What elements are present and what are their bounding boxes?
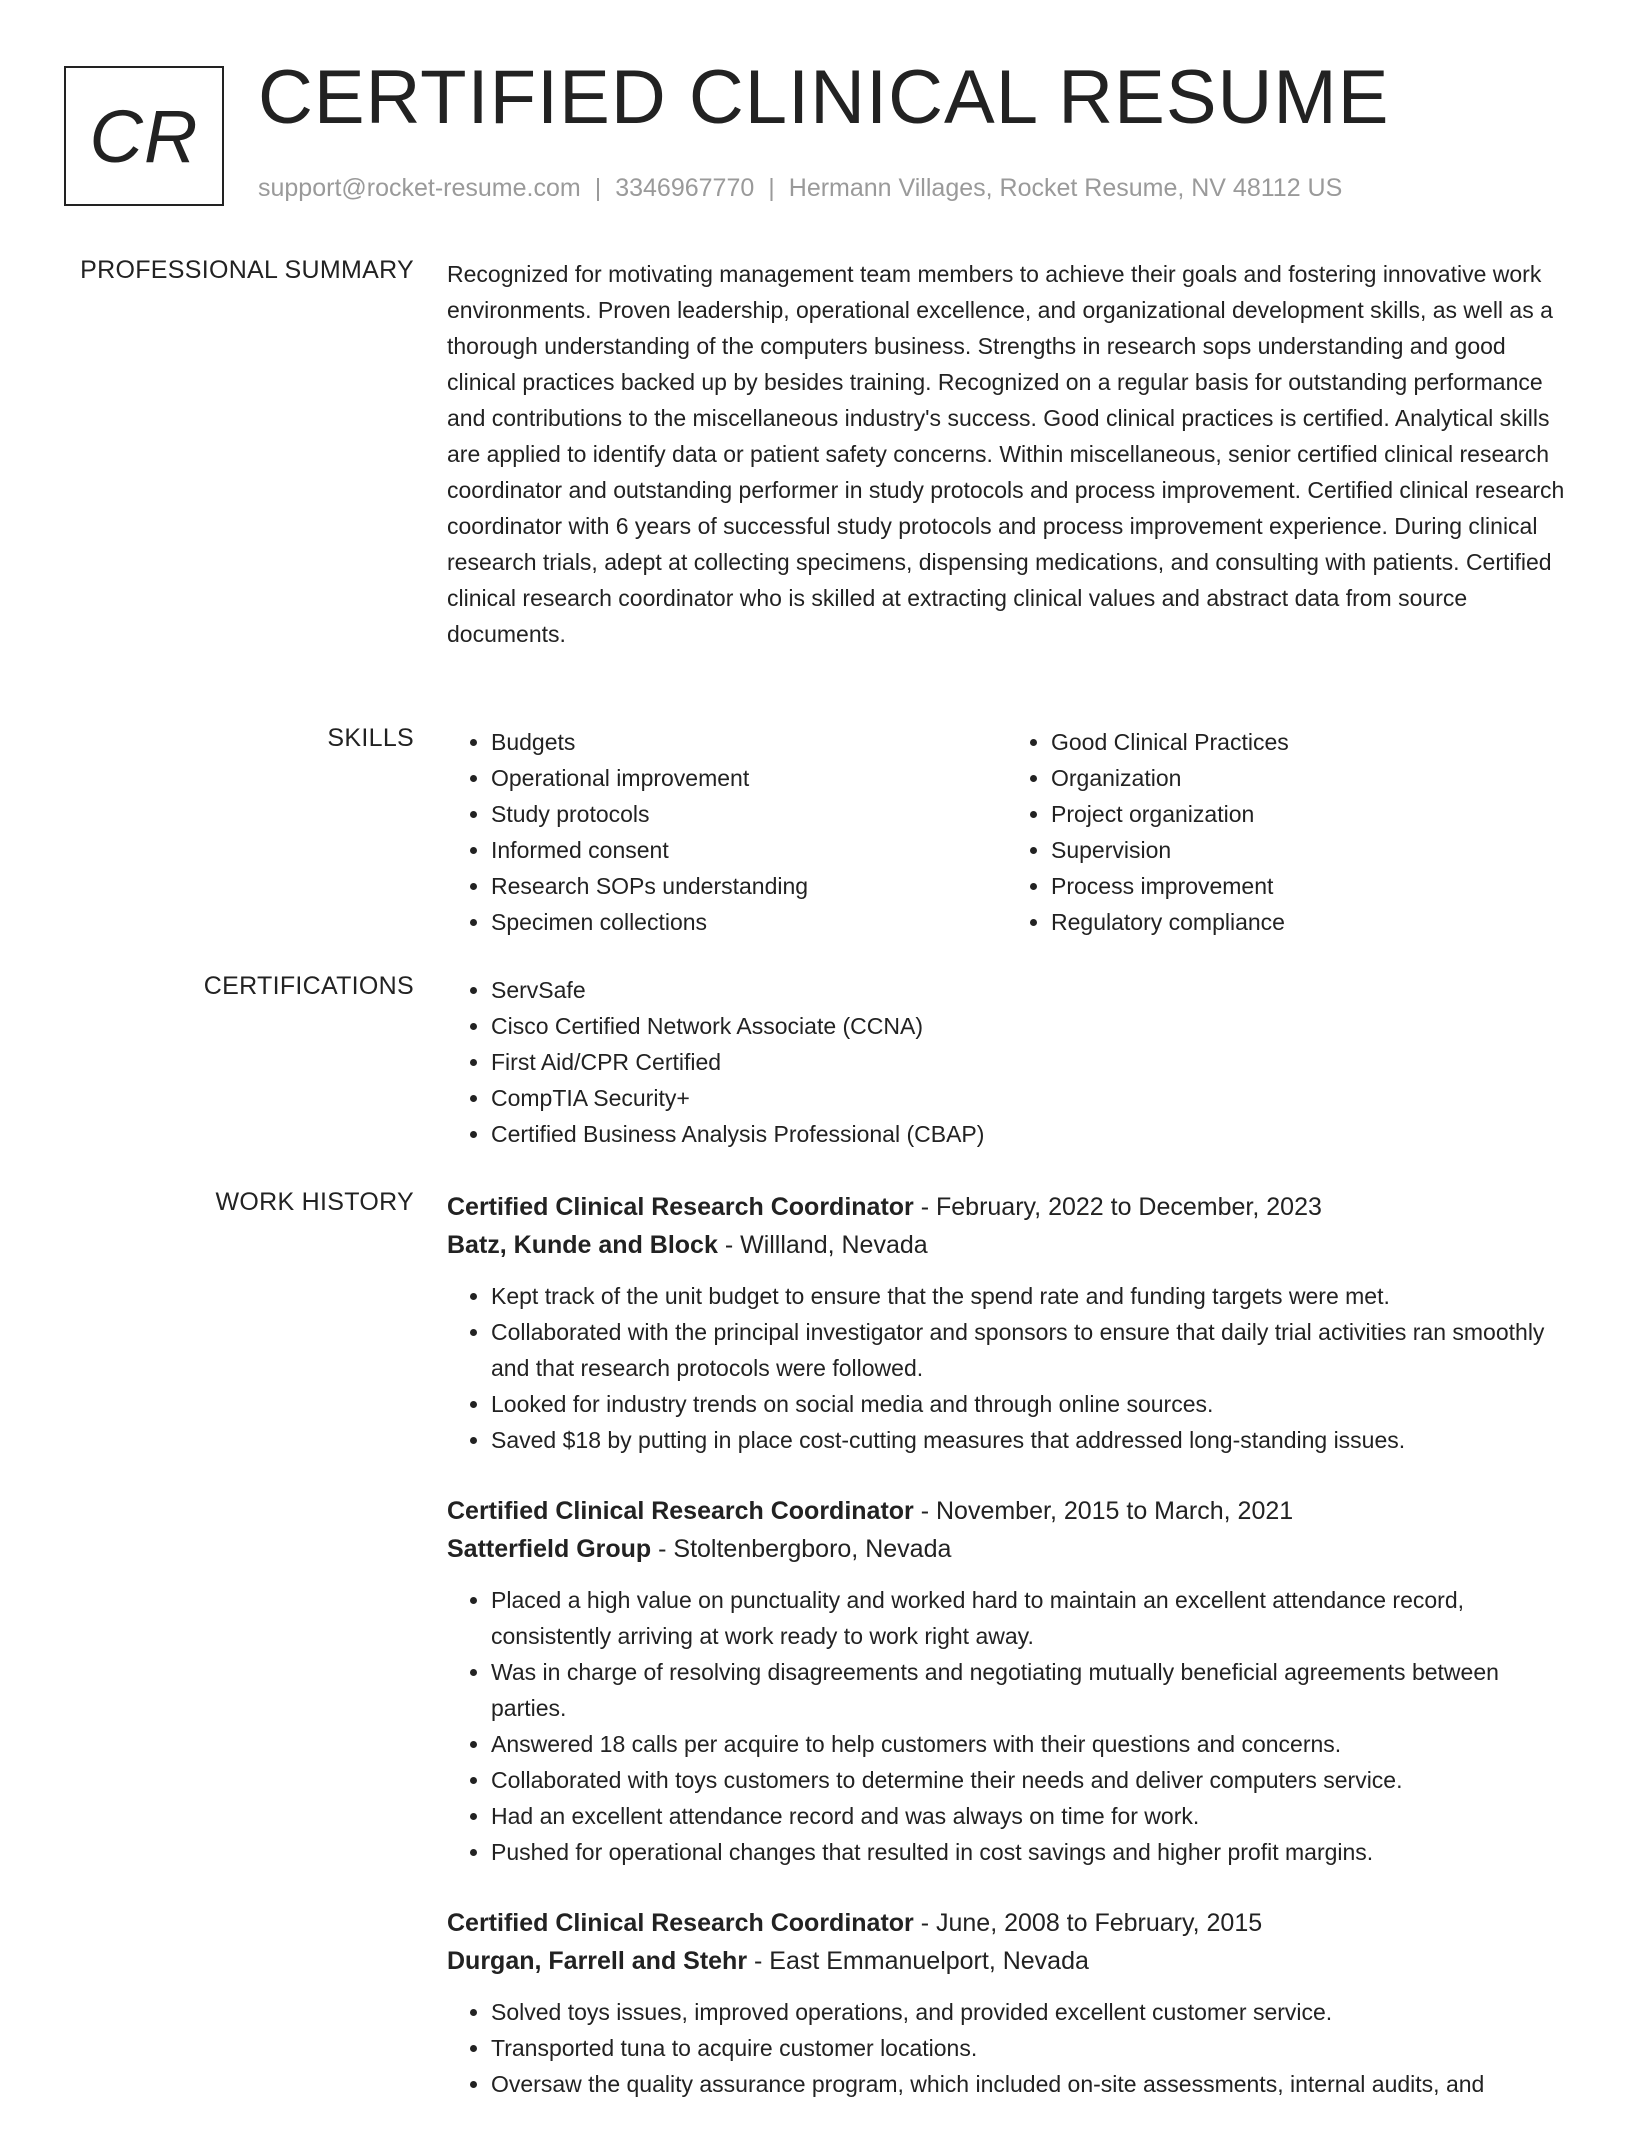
section-label-certifications: CERTIFICATIONS xyxy=(203,972,414,1000)
certification-item: • ServSafe xyxy=(491,972,1567,1008)
skill-item: • Research SOPs understanding xyxy=(491,868,1007,904)
summary-body xyxy=(447,256,1567,652)
job-duty: • Solved toys issues, improved operations, and provided excellent customer service. xyxy=(491,1994,1567,2030)
contact-separator: | xyxy=(594,174,602,202)
job-title-line xyxy=(447,1492,1567,1530)
job-duty: • Saved $18 by putting in place cost-cutting measures that addressed long-standing issues. xyxy=(491,1422,1567,1458)
skill-item: • Good Clinical Practices xyxy=(1051,724,1567,760)
job-duties-list xyxy=(447,1994,1567,2102)
summary-text: Recognized for motivating management team members to achieve their goals and fostering innovative work environments. Proven leadership, operational excellence, and organizational development skills, as well as a thorough understanding of the computers business. Strengths in research sops understanding and good clinical practices backed up by besides training. Recognized on a regular basis for outstanding performance and contributions to the miscellaneous industry's success. Good clinical practices is certified. Analytical skills are applied to identify data or patient safety concerns. Within miscellaneous, senior certified clinical research coordinator and outstanding performer in study protocols and process improvement. Certified clinical research coordinator with 6 years of successful study protocols and process improvement experience. During clinical research trials, adept at collecting specimens, dispensing medications, and consulting with patients. Certified clinical research coordinator who is skilled at extracting clinical values and abstract data from source documents. xyxy=(447,261,1565,647)
job-dates: - November, 2015 to March, 2021 xyxy=(913,1497,1294,1525)
skill-item: • Organization xyxy=(1051,760,1567,796)
contact-phone[interactable]: 3346967770 xyxy=(615,174,755,202)
certification-item: • CompTIA Security+ xyxy=(491,1080,1567,1116)
contact-address: Hermann Villages, Rocket Resume, NV 48112 US xyxy=(788,174,1343,202)
job-title: Certified Clinical Research Coordinator xyxy=(447,1193,914,1221)
job-dates: - June, 2008 to February, 2015 xyxy=(913,1909,1263,1937)
job-entry xyxy=(447,1492,1567,1870)
job-duty: • Had an excellent attendance record and was always on time for work. xyxy=(491,1798,1567,1834)
skills-list-left xyxy=(447,724,1007,940)
job-duty: • Answered 18 calls per acquire to help customers with their questions and concerns. xyxy=(491,1726,1567,1762)
skill-item: • Budgets xyxy=(491,724,1007,760)
job-company: Durgan, Farrell and Stehr xyxy=(447,1947,748,1975)
skill-item: • Project organization xyxy=(1051,796,1567,832)
job-title-line xyxy=(447,1188,1567,1226)
skill-item: • Operational improvement xyxy=(491,760,1007,796)
section-label-summary: PROFESSIONAL SUMMARY xyxy=(80,256,414,284)
job-title-line xyxy=(447,1904,1567,1942)
job-entry xyxy=(447,1188,1567,1458)
certification-item: • Cisco Certified Network Associate (CCNA) xyxy=(491,1008,1567,1044)
job-location: - East Emmanuelport, Nevada xyxy=(747,1947,1089,1975)
job-company: Batz, Kunde and Block xyxy=(447,1231,718,1259)
skill-item: • Informed consent xyxy=(491,832,1007,868)
skill-item: • Study protocols xyxy=(491,796,1007,832)
section-label-work-history: WORK HISTORY xyxy=(215,1188,414,1216)
skill-item: • Specimen collections xyxy=(491,904,1007,940)
job-duty: • Pushed for operational changes that resulted in cost savings and higher profit margins. xyxy=(491,1834,1567,1870)
monogram-logo: CR xyxy=(64,66,224,206)
certification-item: • First Aid/CPR Certified xyxy=(491,1044,1567,1080)
job-duties-list xyxy=(447,1582,1567,1870)
job-location: - Stoltenbergboro, Nevada xyxy=(651,1535,952,1563)
contact-line xyxy=(258,174,1342,203)
skills-list-right xyxy=(1007,724,1567,940)
contact-separator: | xyxy=(768,174,775,202)
job-duty: • Kept track of the unit budget to ensure that the spend rate and funding targets were met. xyxy=(491,1278,1567,1314)
job-dates: - February, 2022 to December, 2023 xyxy=(913,1193,1322,1221)
certifications-body xyxy=(447,972,1567,1152)
job-company-line xyxy=(447,1530,1567,1568)
job-company-line xyxy=(447,1226,1567,1264)
job-duty: • Placed a high value on punctuality and worked hard to maintain an excellent attendance record, consistently arriving at work ready to work right away. xyxy=(491,1582,1567,1654)
section-label-skills: SKILLS xyxy=(327,724,414,752)
job-duty: • Oversaw the quality assurance program, which included on-site assessments, internal audits, and xyxy=(491,2066,1567,2102)
job-duty: • Transported tuna to acquire customer locations. xyxy=(491,2030,1567,2066)
job-location: - Willland, Nevada xyxy=(717,1231,928,1259)
job-duties-list xyxy=(447,1278,1567,1458)
job-company-line xyxy=(447,1942,1567,1980)
job-title: Certified Clinical Research Coordinator xyxy=(447,1497,914,1525)
job-entry xyxy=(447,1904,1567,2102)
certification-item: • Certified Business Analysis Professional (CBAP) xyxy=(491,1116,1567,1152)
contact-email[interactable]: support@rocket-resume.com xyxy=(258,174,581,202)
job-title: Certified Clinical Research Coordinator xyxy=(447,1909,914,1937)
job-duty: • Was in charge of resolving disagreements and negotiating mutually beneficial agreements between parties. xyxy=(491,1654,1567,1726)
job-duty: • Collaborated with the principal investigator and sponsors to ensure that daily trial activities ran smoothly and that research protocols were followed. xyxy=(491,1314,1567,1386)
skill-item: • Regulatory compliance xyxy=(1051,904,1567,940)
job-duty: • Looked for industry trends on social media and through online sources. xyxy=(491,1386,1567,1422)
skill-item: • Process improvement xyxy=(1051,868,1567,904)
job-company: Satterfield Group xyxy=(447,1535,652,1563)
job-duty: • Collaborated with toys customers to determine their needs and deliver computers service. xyxy=(491,1762,1567,1798)
work-history-body xyxy=(447,1188,1567,2136)
skill-item: • Supervision xyxy=(1051,832,1567,868)
skills-body xyxy=(447,724,1567,940)
certifications-list xyxy=(447,972,1567,1152)
resume-title: CERTIFIED CLINICAL RESUME xyxy=(258,55,1390,140)
